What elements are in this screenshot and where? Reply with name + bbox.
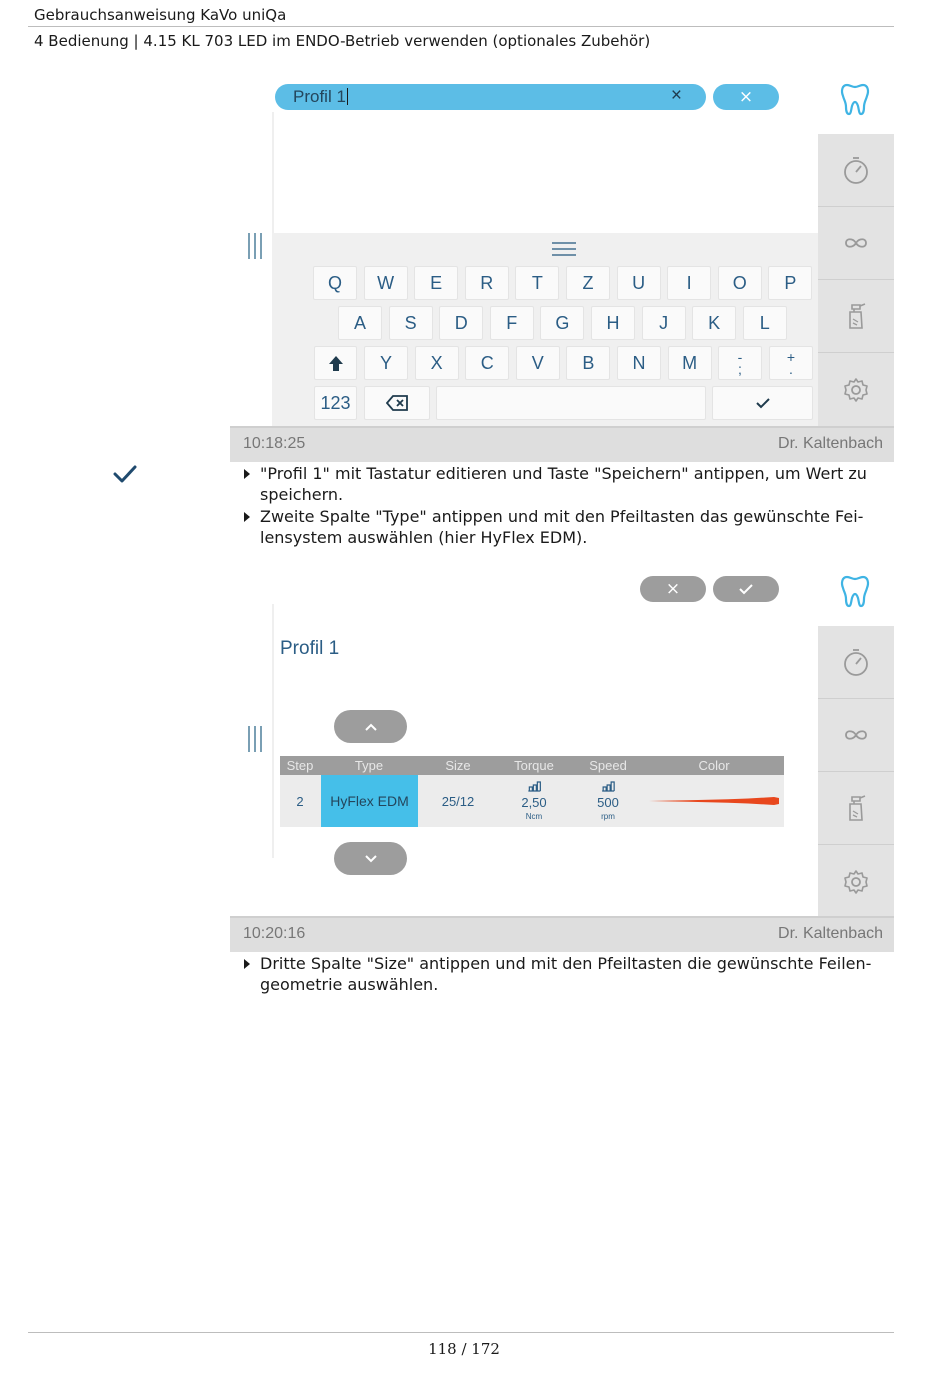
timer-icon <box>841 647 871 677</box>
key-d[interactable]: D <box>439 306 483 340</box>
check-icon <box>738 583 754 595</box>
cell-step[interactable]: 2 <box>296 793 304 809</box>
close-icon: × <box>665 579 681 599</box>
profile-name-value: Profil 1 <box>293 87 346 106</box>
cancel-button[interactable] <box>713 84 779 110</box>
key-n[interactable]: N <box>617 346 661 380</box>
col-header-color: Color <box>698 758 730 773</box>
bullet-arrow-icon <box>244 512 250 522</box>
status-time: 10:18:25 <box>243 435 306 452</box>
infinity-icon <box>841 720 871 750</box>
cancel-button[interactable] <box>640 576 706 602</box>
key-q[interactable]: Q <box>313 266 357 300</box>
bar-level-icon <box>527 781 541 792</box>
backspace-key[interactable] <box>364 386 430 420</box>
header-rule <box>28 26 894 27</box>
close-icon: × <box>738 87 754 107</box>
timer-icon <box>841 155 871 185</box>
chapter-breadcrumb: 4 Bedienung | 4.15 KL 703 LED im ENDO-Betrieb verwenden (optionales Zubehör) <box>34 32 651 50</box>
chevron-up-icon <box>364 722 378 732</box>
gear-icon <box>841 375 871 405</box>
sidebar <box>818 626 894 918</box>
key-a[interactable]: A <box>338 306 382 340</box>
clear-input-icon[interactable]: × <box>670 85 682 106</box>
key-k[interactable]: K <box>692 306 736 340</box>
sidebar-item-infinity[interactable] <box>818 699 894 772</box>
key-u[interactable]: U <box>617 266 661 300</box>
scroll-up-button[interactable] <box>334 710 407 743</box>
key-m[interactable]: M <box>668 346 712 380</box>
save-key[interactable] <box>712 386 813 420</box>
check-icon <box>755 397 771 409</box>
cell-size[interactable]: 25/12 <box>441 793 475 809</box>
on-screen-keyboard <box>272 233 818 426</box>
key-t[interactable]: T <box>515 266 559 300</box>
col-header-step: Step <box>286 758 314 773</box>
key-w[interactable]: W <box>364 266 408 300</box>
sidebar-item-timer[interactable] <box>818 626 894 699</box>
key-s[interactable]: S <box>389 306 433 340</box>
result-check-icon <box>112 462 138 486</box>
keyboard-handle-icon[interactable] <box>552 241 576 257</box>
instruction-step: "Profil 1" mit Tastatur editieren und Taste "Speichern" antippen, um Wert zu speichern. <box>244 463 904 505</box>
confirm-button[interactable] <box>713 576 779 602</box>
spray-bottle-icon <box>841 793 871 823</box>
key-r[interactable]: R <box>465 266 509 300</box>
key-semicolon-label: ; <box>738 361 742 377</box>
scroll-down-button[interactable] <box>334 842 407 875</box>
infinity-icon <box>841 228 871 258</box>
sidebar-item-settings[interactable] <box>818 353 894 426</box>
key-p[interactable]: P <box>768 266 812 300</box>
document-title: Gebrauchsanweisung KaVo uniQa <box>34 6 287 24</box>
sidebar-item-timer[interactable] <box>818 134 894 207</box>
footer-rule <box>28 1332 894 1333</box>
tooth-icon[interactable] <box>840 82 870 116</box>
key-i[interactable]: I <box>667 266 711 300</box>
cell-type-selected[interactable]: HyFlex EDM <box>321 775 418 827</box>
cell-color[interactable] <box>648 775 780 827</box>
status-time: 10:20:16 <box>243 925 306 942</box>
bullet-arrow-icon <box>244 469 250 479</box>
status-bar <box>230 916 894 952</box>
cell-torque[interactable]: 2,50 Ncm <box>521 775 546 827</box>
panel-edge <box>272 112 274 233</box>
key-minus-label: - <box>737 349 743 365</box>
profile-title: Profil 1 <box>280 638 340 659</box>
shift-arrow-icon <box>328 355 344 372</box>
instruction-step: Dritte Spalte "Size" antippen und mit den Pfeiltasten die gewünschte Feilengeometrie auswählen. <box>244 953 904 995</box>
key-v[interactable]: V <box>516 346 560 380</box>
tooth-icon[interactable] <box>840 574 870 608</box>
instruction-step: Zweite Spalte "Type" antippen und mit den Pfeiltasten das gewünschte Feilensystem auswählen (hier HyFlex EDM). <box>244 506 904 548</box>
key-l[interactable]: L <box>743 306 787 340</box>
key-z[interactable]: Z <box>566 266 610 300</box>
status-user: Dr. Kaltenbach <box>778 925 883 942</box>
col-header-torque: Torque <box>514 758 554 773</box>
backspace-icon <box>386 395 408 411</box>
key-plus-period[interactable] <box>769 346 813 380</box>
profile-name-input[interactable] <box>275 84 706 110</box>
panel-edge <box>272 604 274 858</box>
space-key[interactable] <box>436 386 706 420</box>
key-c[interactable]: C <box>465 346 509 380</box>
shift-key[interactable] <box>314 346 357 380</box>
col-header-speed: Speed <box>589 758 627 773</box>
key-minus-semicolon[interactable] <box>718 346 762 380</box>
sidebar-item-infinity[interactable] <box>818 207 894 280</box>
col-header-size: Size <box>445 758 471 773</box>
spray-bottle-icon <box>841 301 871 331</box>
sidebar-item-settings[interactable] <box>818 845 894 918</box>
cell-speed[interactable]: 500 rpm <box>597 775 619 827</box>
sidebar <box>818 134 894 426</box>
drag-handle-icon[interactable] <box>246 726 264 752</box>
key-h[interactable]: H <box>591 306 635 340</box>
key-j[interactable]: J <box>642 306 686 340</box>
file-color-swatch <box>648 795 780 807</box>
file-table <box>280 756 784 827</box>
key-x[interactable]: X <box>415 346 459 380</box>
gear-icon <box>841 867 871 897</box>
key-b[interactable]: B <box>566 346 610 380</box>
bullet-arrow-icon <box>244 959 250 969</box>
key-y[interactable]: Y <box>364 346 408 380</box>
device-screen-profile <box>230 570 894 952</box>
numbers-key[interactable]: 123 <box>314 386 357 420</box>
sidebar-item-spray[interactable] <box>818 280 894 353</box>
device-screen-keyboard <box>230 78 894 462</box>
chevron-down-icon <box>364 854 378 864</box>
key-e[interactable]: E <box>414 266 458 300</box>
key-f[interactable]: F <box>490 306 534 340</box>
table-header <box>280 756 784 775</box>
col-header-type: Type <box>354 758 384 773</box>
sidebar-item-spray[interactable] <box>818 772 894 845</box>
drag-handle-icon[interactable] <box>246 233 264 259</box>
table-row[interactable] <box>280 775 784 827</box>
bar-level-icon <box>601 781 615 792</box>
key-plus-label: + <box>786 349 796 365</box>
key-period-label: . <box>789 361 793 377</box>
page-number: 118 / 172 <box>428 1340 500 1358</box>
key-o[interactable]: O <box>718 266 762 300</box>
status-bar <box>230 426 894 462</box>
status-user: Dr. Kaltenbach <box>778 435 883 452</box>
key-g[interactable]: G <box>540 306 584 340</box>
